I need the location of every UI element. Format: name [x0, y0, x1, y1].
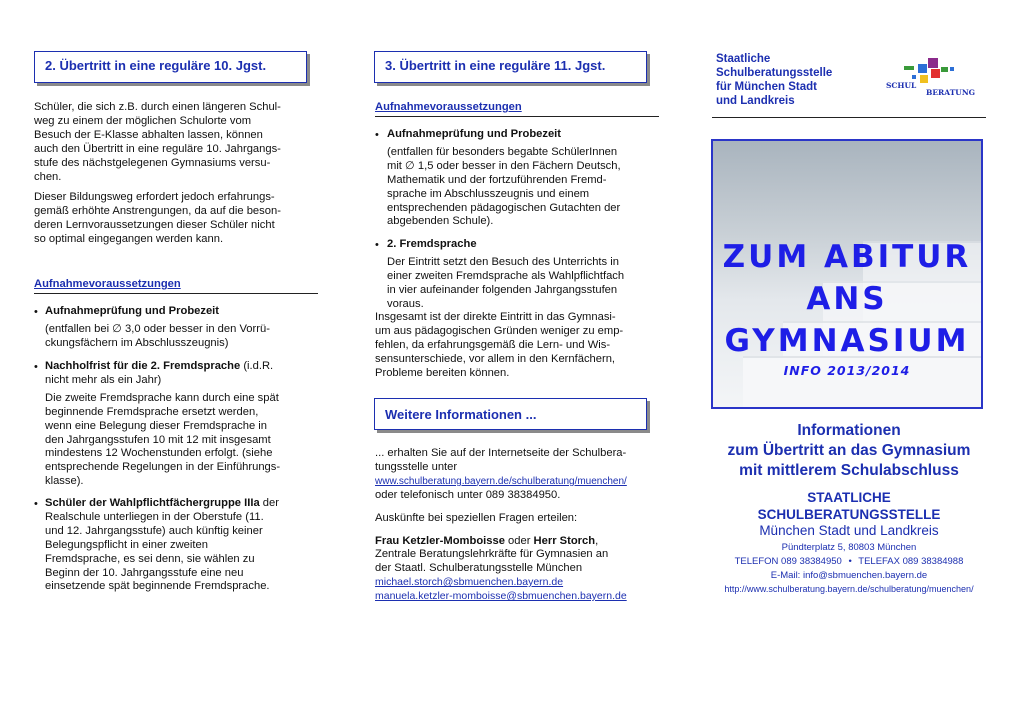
text-line: Zentrale Beratungslehrkräfte für Gymnasien an [375, 548, 609, 561]
text-fragment: der [259, 497, 279, 509]
text-line: für München Stadt [716, 81, 817, 93]
bullet-title: Nachholfrist für die 2. Fremdsprache [45, 360, 241, 372]
col2-info [375, 447, 660, 604]
text-line: weg zu einem der möglichen Schulorte vom [34, 114, 252, 127]
bullet-icon: • [375, 239, 379, 251]
text-line: Mathematik und der fortzuführenden Fremd- [387, 173, 607, 186]
text-line: Beginn der 10. Jahrgangsstufe eine neu [45, 566, 244, 579]
divider [375, 116, 659, 117]
text-line: Staatliche [716, 53, 771, 65]
text-line: abgebenden Schule). [387, 215, 494, 228]
text-line: Informationen [797, 422, 901, 439]
text-line: einsetzende spät beginnende Fremdsprache. [45, 580, 270, 593]
section-3-title: 3. Übertritt in eine reguläre 11. Jgst. [385, 58, 606, 73]
contact-name: Herr Storch [533, 534, 596, 547]
col1-second-paragraph [34, 191, 307, 247]
more-info-header [374, 398, 647, 430]
text-line: Die zweite Fremdsprache kann durch eine spät [45, 391, 279, 404]
org-url[interactable]: http://www.schulberatung.bayern.de/schulberatung/muenchen/ [724, 584, 974, 594]
text-line: Dieser Bildungsweg erfordert jedoch erfahrungs- [34, 191, 275, 203]
address: Pündterplatz 5, 80803 München [781, 542, 917, 553]
text-line: beginnende Fremdsprache ersetzt werden, [45, 405, 259, 418]
bullet-title: 2. Fremdsprache [387, 238, 477, 250]
text-line: der Staatl. Schulberatungsstelle München [375, 562, 583, 575]
col1-bullet1 [45, 305, 307, 351]
text-line: in vier aufeinander folgenden Jahrgangsstufen [387, 283, 618, 296]
schulberatung-logo [884, 54, 974, 98]
org-title [704, 489, 994, 523]
col2-subheading: Aufnahmevoraussetzungen [375, 101, 522, 113]
text-line: entsprechende Regelungen in der Einführungs- [45, 461, 281, 474]
text-line: Probleme bereiten können. [375, 366, 510, 379]
contact-name: Frau Ketzler-Momboisse [375, 534, 505, 547]
text-line: wenn eine Belegung dieser Fremdsprache in [45, 419, 268, 432]
section-3-header [374, 51, 647, 83]
text-line: Insgesamt ist der direkte Eintritt in das Gymnasi- [375, 311, 616, 323]
col1-subheading: Aufnahmevoraussetzungen [34, 278, 181, 290]
col1-intro-paragraph [34, 101, 307, 184]
bullet-icon: • [34, 361, 38, 373]
cover-image [711, 139, 983, 409]
text-line: chen. [34, 170, 62, 183]
text-line: voraus. [387, 297, 424, 310]
bullet-icon: • [375, 129, 379, 141]
text-line: ... erhalten Sie auf der Internetseite der Schulbera- [375, 447, 627, 459]
text-line: den Jahrgangsstufen 10 mit 12 mit insgesamt [45, 433, 271, 446]
cover-subtitle: INFO 2013/2014 [783, 363, 911, 378]
logo-word-schul: SCHUL [886, 81, 917, 90]
organization-block [716, 52, 832, 108]
cover-title-line: ANS [806, 281, 888, 317]
text-line: mit ∅ 1,5 oder besser in den Fächern Deutsch, [387, 159, 621, 172]
col1-bullet2 [45, 360, 307, 489]
col2-bullet1 [387, 128, 649, 229]
col2-bullet2 [387, 238, 649, 312]
text-line: Besuch der E-Klasse abhalten lassen, können [34, 128, 263, 141]
text-line: Realschule unterliegen in der Oberstufe (11. [45, 510, 264, 523]
bullet-icon: • [34, 498, 38, 510]
text-line: Schulberatungsstelle [716, 67, 833, 79]
org-email[interactable]: E-Mail: info@sbmuenchen.bayern.de [770, 570, 928, 581]
logo-word-beratung: BERATUNG [926, 88, 976, 97]
text-line: Auskünfte bei speziellen Fragen erteilen: [375, 511, 578, 524]
text-line: ckungsfächern im Abschlusszeugnis) [45, 336, 229, 349]
section-2-header [34, 51, 307, 83]
text-line: sprache im Abschlusszeugnis und einem [387, 187, 590, 200]
bullet-icon: • [34, 306, 38, 318]
text-line: auch den Übertritt in eine reguläre 10. Jahrgangs- [34, 142, 281, 155]
text-line: so optimal eingegangen werden kann. [34, 232, 224, 245]
text-line: einer zweiten Fremdsprache als Wahlpflichtfach [387, 269, 625, 282]
text-line: Schüler, die sich z.B. durch einen längeren Schul- [34, 101, 281, 113]
bullet-title: Aufnahmeprüfung und Probezeit [45, 305, 220, 317]
bullet-title: Aufnahmeprüfung und Probezeit [387, 128, 562, 140]
cover-title-line: ZUM ABITUR [722, 239, 972, 275]
text-line: nicht mehr als ein Jahr) [45, 373, 162, 386]
text-line: Belegungspflicht in einer zweiten [45, 538, 208, 551]
website-link[interactable]: www.schulberatung.bayern.de/schulberatung/muenchen/ [375, 475, 627, 487]
text-line: mit mittlerem Schulabschluss [739, 462, 959, 479]
info-title [704, 421, 994, 481]
text-line: zum Übertritt an das Gymnasium [727, 442, 971, 459]
text-line: (entfallen für besonders begabte SchülerInnen [387, 145, 618, 158]
separator: • [848, 556, 852, 567]
divider [712, 117, 986, 118]
text-line: gemäß erhöhte Anstrengungen, da auf die beson- [34, 204, 281, 217]
text-line: deren Lernvoraussetzungen dieser Schüler nicht [34, 218, 275, 231]
text-line: SCHULBERATUNGSSTELLE [757, 507, 941, 522]
text-line: entsprechenden pädagogischen Gutachten der [387, 201, 621, 214]
divider [34, 293, 318, 294]
col1-bullet3 [45, 497, 307, 594]
col2-paragraph [375, 311, 649, 381]
text-line: Fremdsprache, es sei denn, sie wählen zu [45, 552, 255, 565]
text-fragment: , [595, 534, 599, 547]
text-line: mindestens 12 Wochenstunden erfolgt. (siehe [45, 447, 273, 460]
text-line: um aus pädagogischen Gründen weniger zu emp- [375, 324, 624, 337]
phone-fax [704, 556, 994, 567]
text-line: Der Eintritt setzt den Besuch des Unterrichts in [387, 255, 619, 268]
section-2-title: 2. Übertritt in eine reguläre 10. Jgst. [45, 58, 267, 73]
phone-number: TELEFON 089 38384950 [734, 556, 842, 567]
bullet-title: Schüler der Wahlpflichtfächergruppe IIIa [45, 497, 260, 509]
more-info-title: Weitere Informationen ... [385, 407, 537, 422]
text-line: tungsstelle unter [375, 460, 458, 473]
org-city: München Stadt und Landkreis [759, 523, 939, 538]
text-fragment: oder [504, 534, 534, 547]
text-line: fehlen, da erfahrungsgemäß die Lern- und Wis- [375, 338, 611, 351]
email-link[interactable]: michael.storch@sbmuenchen.bayern.de [375, 576, 564, 589]
text-line: oder telefonisch unter 089 38384950. [375, 488, 561, 501]
text-line: sensunterschiede, vor allem in den Kernfächern, [375, 352, 616, 365]
text-line: klasse). [45, 475, 84, 488]
cover-title-line: GYMNASIUM [724, 323, 970, 359]
text-line: und 12. Jahrgangsstufe) auch künftig keiner [45, 524, 263, 537]
text-line: STAATLICHE [807, 490, 891, 505]
text-line: und Landkreis [716, 95, 795, 107]
text-fragment: (i.d.R. [240, 360, 274, 372]
email-link[interactable]: manuela.ketzler-momboisse@sbmuenchen.bayern.de [375, 590, 627, 603]
fax-number: TELEFAX 089 38384988 [858, 556, 964, 567]
text-line: (entfallen bei ∅ 3,0 oder besser in den Vorrü- [45, 322, 270, 335]
text-line: stufe des nächstgelegenen Gymnasiums versu- [34, 156, 271, 169]
